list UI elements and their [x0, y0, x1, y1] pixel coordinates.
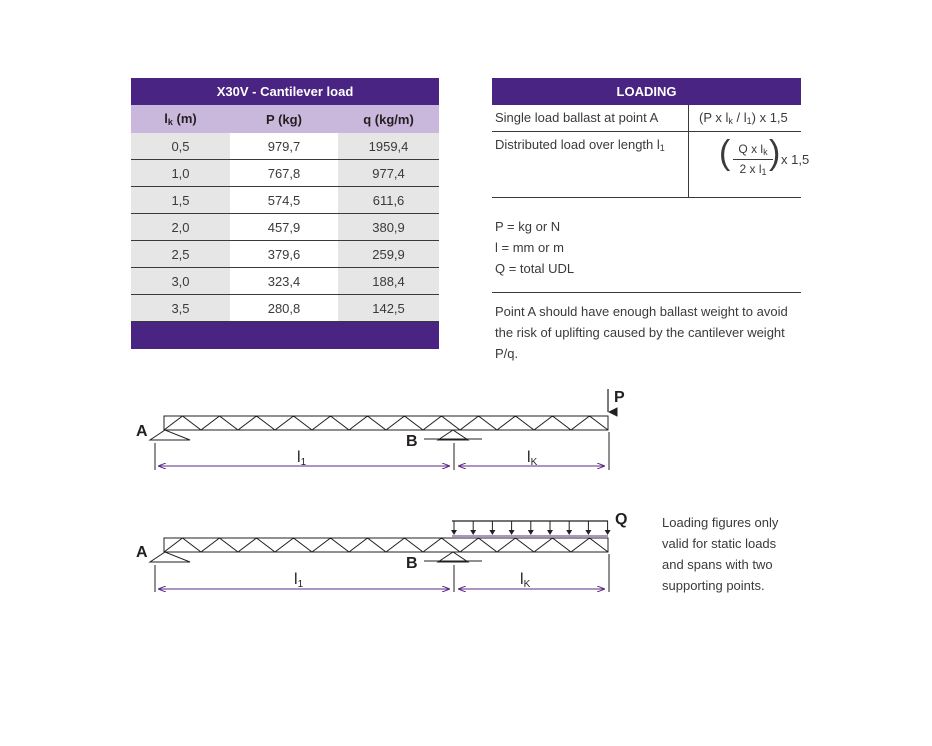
lk-cell: 1,5 [131, 187, 230, 214]
udl-arrow-head [509, 530, 515, 535]
q-cell: 1959,4 [338, 133, 439, 160]
udl-arrow-head [566, 530, 572, 535]
p-cell: 979,7 [230, 133, 338, 160]
label-q: Q [615, 511, 628, 528]
udl-arrow-head [451, 530, 457, 535]
distributed-load-diagram [136, 511, 627, 592]
lk-cell: 0,5 [131, 133, 230, 160]
label-p: P [614, 389, 625, 406]
udl-arrow-head [489, 530, 495, 535]
truss-beam [164, 416, 608, 430]
point-load-diagram [136, 389, 625, 470]
support-a [150, 430, 190, 440]
lk-cell: 2,5 [131, 241, 230, 268]
lk-cell: 1,0 [131, 160, 230, 187]
single-load-formula: (P x $l_k / l_1$) x 1,5 [699, 110, 788, 126]
udl-arrow-head [605, 530, 611, 535]
p-cell: 280,8 [230, 295, 338, 322]
dimension-label-l1: l1 [294, 571, 304, 590]
q-cell: 142,5 [338, 295, 439, 322]
q-cell: 611,6 [338, 187, 439, 214]
p-cell: 767,8 [230, 160, 338, 187]
udl-arrow-head [528, 530, 534, 535]
support-b [424, 430, 482, 440]
truss-beam [164, 538, 608, 552]
udl-arrow-head [470, 530, 476, 535]
p-cell: 574,5 [230, 187, 338, 214]
label-b: B [406, 555, 418, 572]
table-title: X30V - Cantilever load [131, 78, 439, 105]
definition-item: l = mm or m [495, 240, 564, 255]
column-header-p: P (kg) [230, 105, 338, 133]
loading-header: LOADING [492, 78, 801, 105]
dimension-label-lk: lK [520, 571, 531, 590]
ballast-note: Point A should have enough ballast weight to avoid the risk of uplifting caused by the cantilever weight P/q. [495, 304, 788, 361]
label-a: A [136, 544, 148, 561]
static-loads-note: Loading figures only valid for static loads and spans with two supporting points. [662, 515, 779, 593]
label-b: B [406, 433, 418, 450]
distributed-load-label: Distributed load over length $l_1$ [495, 137, 665, 153]
p-cell: 457,9 [230, 214, 338, 241]
dimension-label-l1: l1 [297, 449, 307, 468]
p-cell: 379,6 [230, 241, 338, 268]
p-cell: 323,4 [230, 268, 338, 295]
support-b [424, 552, 482, 562]
udl-arrows [451, 521, 611, 535]
support-a [150, 552, 190, 562]
lk-cell: 3,0 [131, 268, 230, 295]
column-header-q: q (kg/m) [338, 105, 439, 133]
column-header-lk: $l_k$ (m) [131, 105, 230, 133]
formula-fraction: $\frac{Q x l_k}{2 x l_1}$ [733, 142, 773, 177]
distributed-load-row: Distributed load over length $l_1$ ( $\frac{Q x l_k}{2 x l_1}$ ) x 1,5 [492, 132, 801, 198]
label-a: A [136, 423, 148, 440]
single-load-label: Single load ballast at point A [495, 110, 659, 125]
lk-cell: 3,5 [131, 295, 230, 322]
q-cell: 977,4 [338, 160, 439, 187]
q-cell: 259,9 [338, 241, 439, 268]
udl-arrow-head [585, 530, 591, 535]
q-cell: 188,4 [338, 268, 439, 295]
definition-item: Q = total UDL [495, 261, 575, 276]
definition-item: P = kg or N [495, 219, 561, 234]
lk-cell: 2,0 [131, 214, 230, 241]
udl-arrow-head [547, 530, 553, 535]
q-cell: 380,9 [338, 214, 439, 241]
dimension-label-lk: lK [527, 449, 538, 468]
